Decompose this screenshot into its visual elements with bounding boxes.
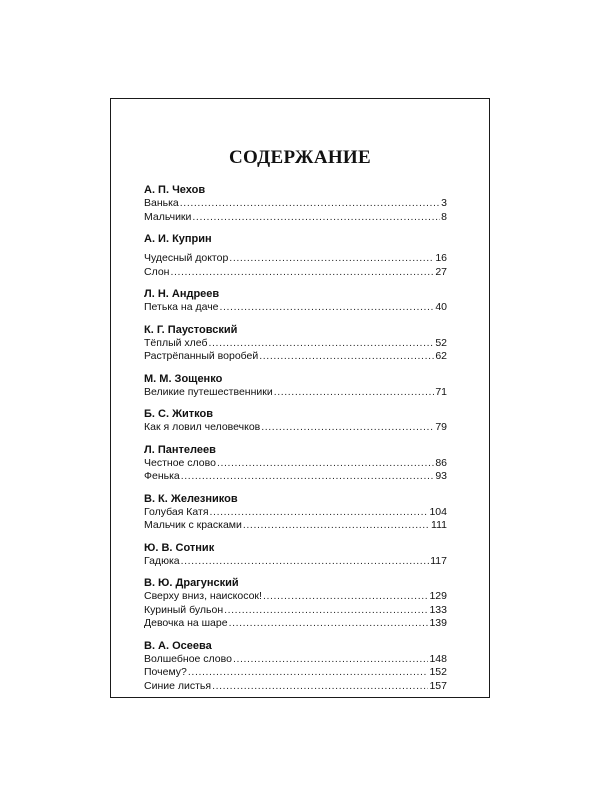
toc-entry[interactable] (144, 506, 447, 520)
entry-title: Волшебное слово (144, 652, 232, 665)
dot-leader (181, 555, 430, 569)
dot-leader (274, 386, 435, 400)
author-name: Л. Н. Андреев (144, 288, 220, 300)
toc-section (144, 232, 447, 279)
entry-page-number: 8 (441, 210, 447, 223)
entry-page-number: 79 (435, 421, 447, 433)
entry-title: Петька на даче (144, 301, 219, 313)
toc-entry[interactable] (144, 337, 447, 351)
toc-section (144, 639, 447, 694)
entry-page-number: 129 (429, 590, 447, 602)
dot-leader (233, 653, 429, 667)
toc-entry[interactable] (144, 653, 447, 667)
entry-title: Куриный бульон (144, 603, 224, 616)
toc-entry[interactable] (144, 211, 447, 225)
toc-section (144, 287, 447, 315)
author-name: А. И. Куприн (144, 233, 212, 245)
toc-entry[interactable] (144, 604, 447, 618)
entry-title: Тёплый хлеб (144, 336, 208, 349)
dot-leader (229, 617, 429, 631)
toc-entry[interactable] (144, 555, 447, 569)
author-name: К. Г. Паустовский (144, 323, 238, 336)
dot-leader (224, 604, 428, 618)
toc-section (144, 183, 447, 224)
dot-leader (243, 519, 430, 533)
dot-leader (181, 470, 435, 484)
dot-leader (210, 506, 429, 520)
entry-title: Девочка на шаре (144, 617, 228, 629)
dot-leader (229, 252, 434, 266)
entry-title: Почему? (144, 666, 187, 678)
toc-entry[interactable] (144, 666, 447, 680)
entry-page-number: 27 (435, 265, 447, 278)
entry-page-number: 117 (430, 554, 447, 567)
entry-title: Честное слово (144, 456, 216, 469)
author-name: Ю. В. Сотник (144, 541, 215, 554)
author-name: Л. Пантелеев (144, 443, 216, 456)
dot-leader (212, 680, 428, 694)
toc-entry[interactable] (144, 386, 447, 400)
page-title: СОДЕРЖАНИЕ (229, 147, 371, 168)
toc-entry[interactable] (144, 680, 447, 694)
entry-page-number: 104 (429, 505, 447, 518)
toc-entry[interactable] (144, 590, 447, 604)
entry-page-number: 3 (441, 197, 447, 209)
entry-title: Ванька (144, 197, 179, 209)
entry-page-number: 71 (435, 385, 447, 398)
toc-entry[interactable] (144, 470, 447, 484)
dot-leader (217, 457, 434, 471)
entry-title: Фенька (144, 470, 180, 482)
entry-page-number: 62 (435, 350, 447, 362)
entry-title: Голубая Катя (144, 505, 209, 518)
dot-leader (263, 590, 429, 604)
entry-title: Мальчик с красками (144, 519, 242, 531)
entry-page-number: 152 (429, 666, 447, 678)
toc-entry[interactable] (144, 252, 447, 266)
entry-page-number: 40 (435, 301, 447, 313)
toc-entry[interactable] (144, 421, 447, 435)
toc-entry[interactable] (144, 350, 447, 364)
toc-section (144, 407, 447, 435)
entry-title: Мальчики (144, 210, 192, 223)
entry-title: Растрёпанный воробей (144, 350, 259, 362)
author-name: А. П. Чехов (144, 184, 206, 196)
entry-title: Чудесный доктор (144, 252, 229, 264)
toc-section (144, 372, 447, 400)
entry-page-number: 52 (435, 336, 447, 349)
author-name: В. А. Осеева (144, 639, 212, 652)
toc-section (144, 492, 447, 533)
dot-leader (209, 337, 435, 351)
dot-leader (192, 211, 440, 225)
toc-entry[interactable] (144, 617, 447, 631)
entry-page-number: 16 (435, 252, 447, 264)
author-name: В. К. Железников (144, 492, 238, 505)
author-name: М. М. Зощенко (144, 372, 223, 385)
toc-section (144, 576, 447, 631)
entry-title: Великие путешественники (144, 385, 273, 398)
entry-title: Как я ловил человечков (144, 421, 261, 433)
toc-entry[interactable] (144, 197, 447, 211)
entry-title: Слон (144, 265, 170, 278)
toc-section (144, 323, 447, 364)
dot-leader (261, 421, 434, 435)
dot-leader (220, 301, 435, 315)
entry-page-number: 111 (431, 519, 447, 531)
dot-leader (259, 350, 434, 364)
toc-entry[interactable] (144, 301, 447, 315)
entry-page-number: 133 (429, 603, 447, 616)
dot-leader (188, 666, 429, 680)
author-name: В. Ю. Драгунский (144, 577, 239, 589)
author-name: Б. С. Житков (144, 408, 214, 420)
toc-entry[interactable] (144, 519, 447, 533)
toc-section (144, 541, 447, 569)
toc-entry[interactable] (144, 266, 447, 280)
page-frame (110, 98, 490, 698)
entry-page-number: 148 (429, 652, 447, 665)
entry-page-number: 93 (435, 470, 447, 482)
dot-leader (180, 197, 440, 211)
entry-page-number: 86 (435, 456, 447, 469)
toc-section (144, 443, 447, 484)
entry-title: Синие листья (144, 679, 212, 692)
toc-entry[interactable] (144, 457, 447, 471)
entry-page-number: 157 (429, 679, 447, 692)
table-of-contents (144, 183, 447, 693)
entry-title: Сверху вниз, наискосок! (144, 590, 262, 602)
dot-leader (170, 266, 434, 280)
entry-page-number: 139 (429, 617, 447, 629)
entry-title: Гадюка (144, 554, 180, 567)
